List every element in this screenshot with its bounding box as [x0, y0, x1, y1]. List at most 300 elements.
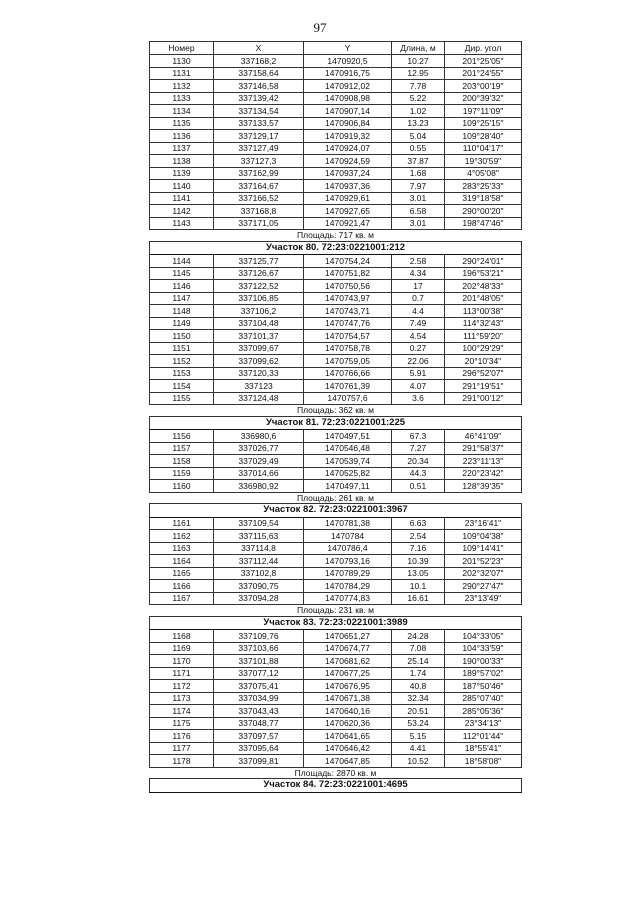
coord-x: 337171,05 — [214, 217, 304, 230]
coord-y: 1470912,02 — [304, 80, 392, 93]
direction-angle: 196°53'21" — [445, 267, 522, 280]
point-number: 1162 — [150, 530, 214, 543]
coord-y: 1470921,47 — [304, 217, 392, 230]
table-row — [150, 692, 522, 705]
coord-y: 1470497,51 — [304, 430, 392, 443]
table-row — [150, 755, 522, 768]
segment-length: 0.27 — [392, 342, 445, 355]
table-body — [150, 55, 522, 793]
coord-y: 1470758,78 — [304, 342, 392, 355]
table-row — [150, 680, 522, 693]
coordinates-table — [149, 41, 522, 793]
direction-angle: 201°25'05" — [445, 55, 522, 68]
point-number: 1139 — [150, 167, 214, 180]
coord-y: 1470924,07 — [304, 142, 392, 155]
segment-length: 24.28 — [392, 630, 445, 643]
coord-y: 1470751,82 — [304, 267, 392, 280]
segment-length: 44.3 — [392, 467, 445, 480]
point-number: 1169 — [150, 642, 214, 655]
point-number: 1167 — [150, 592, 214, 605]
table-row — [150, 205, 522, 218]
coord-x: 337103,66 — [214, 642, 304, 655]
direction-angle: 201°24'55" — [445, 67, 522, 80]
table-row — [150, 705, 522, 718]
point-number: 1153 — [150, 367, 214, 380]
coord-y: 1470754,57 — [304, 330, 392, 343]
coord-y: 1470646,42 — [304, 742, 392, 755]
table-row — [150, 142, 522, 155]
direction-angle: 201°48'05" — [445, 292, 522, 305]
coord-x: 337101,88 — [214, 655, 304, 668]
segment-length: 5.04 — [392, 130, 445, 143]
coord-y: 1470676,95 — [304, 680, 392, 693]
point-number: 1132 — [150, 80, 214, 93]
segment-length: 53.24 — [392, 717, 445, 730]
coord-x: 337114,8 — [214, 542, 304, 555]
coord-x: 336980,6 — [214, 430, 304, 443]
segment-length: 2.54 — [392, 530, 445, 543]
area-note: Площадь: 2870 кв. м — [150, 767, 522, 779]
coord-y: 1470766,66 — [304, 367, 392, 380]
direction-angle: 200°39'32" — [445, 92, 522, 105]
coord-y: 1470747,76 — [304, 317, 392, 330]
coord-x: 337099,67 — [214, 342, 304, 355]
coord-x: 337166,52 — [214, 192, 304, 205]
table-row — [150, 717, 522, 730]
coord-y: 1470916,75 — [304, 67, 392, 80]
direction-angle: 104°33'59" — [445, 642, 522, 655]
table-row — [150, 355, 522, 368]
section-title: Участок 80. 72:23:0221001:212 — [150, 241, 522, 255]
point-number: 1158 — [150, 455, 214, 468]
direction-angle: 104°33'05" — [445, 630, 522, 643]
segment-length: 37.87 — [392, 155, 445, 168]
direction-angle: 23°16'41" — [445, 517, 522, 530]
segment-length: 5.91 — [392, 367, 445, 380]
table-row — [150, 567, 522, 580]
column-header-y: Y — [304, 42, 392, 55]
coord-x: 337158,64 — [214, 67, 304, 80]
coord-y: 1470525,82 — [304, 467, 392, 480]
direction-angle: 18°55'41" — [445, 742, 522, 755]
direction-angle: 18°58'08" — [445, 755, 522, 768]
coord-x: 337094,28 — [214, 592, 304, 605]
direction-angle: 319°18'58" — [445, 192, 522, 205]
coord-y: 1470789,29 — [304, 567, 392, 580]
point-number: 1171 — [150, 667, 214, 680]
coord-x: 337029,49 — [214, 455, 304, 468]
coord-y: 1470497,11 — [304, 480, 392, 493]
table-row — [150, 592, 522, 605]
coord-y: 1470781,38 — [304, 517, 392, 530]
coord-y: 1470793,16 — [304, 555, 392, 568]
segment-length: 7.97 — [392, 180, 445, 193]
table-row — [150, 630, 522, 643]
coord-y: 1470651,27 — [304, 630, 392, 643]
direction-angle: 223°11'13" — [445, 455, 522, 468]
coord-x: 337048,77 — [214, 717, 304, 730]
segment-length: 13.23 — [392, 117, 445, 130]
coord-y: 1470929,61 — [304, 192, 392, 205]
segment-length: 2.58 — [392, 255, 445, 268]
area-row — [150, 492, 522, 504]
table-row — [150, 555, 522, 568]
point-number: 1166 — [150, 580, 214, 593]
segment-length: 7.08 — [392, 642, 445, 655]
section-title: Участок 81. 72:23:0221001:225 — [150, 416, 522, 430]
coord-y: 1470908,98 — [304, 92, 392, 105]
direction-angle: 187°50'46" — [445, 680, 522, 693]
coord-y: 1470546,48 — [304, 442, 392, 455]
table-row — [150, 580, 522, 593]
table-row — [150, 367, 522, 380]
column-header-x: X — [214, 42, 304, 55]
table-row — [150, 280, 522, 293]
point-number: 1160 — [150, 480, 214, 493]
table-row — [150, 742, 522, 755]
coord-y: 1470743,71 — [304, 305, 392, 318]
coord-x: 337146,58 — [214, 80, 304, 93]
point-number: 1146 — [150, 280, 214, 293]
direction-angle: 110°04'17" — [445, 142, 522, 155]
point-number: 1143 — [150, 217, 214, 230]
segment-length: 20.34 — [392, 455, 445, 468]
direction-angle: 291°00'12" — [445, 392, 522, 405]
segment-length: 3.01 — [392, 217, 445, 230]
coord-y: 1470784,29 — [304, 580, 392, 593]
coord-x: 337097,57 — [214, 730, 304, 743]
column-header-angle: Дир. угол — [445, 42, 522, 55]
segment-length: 0.51 — [392, 480, 445, 493]
coord-x: 337104,48 — [214, 317, 304, 330]
table-row — [150, 55, 522, 68]
table-row — [150, 430, 522, 443]
section-title-row — [150, 504, 522, 518]
segment-length: 17 — [392, 280, 445, 293]
point-number: 1170 — [150, 655, 214, 668]
column-header-length: Длина, м — [392, 42, 445, 55]
direction-angle: 109°14'41" — [445, 542, 522, 555]
coord-x: 337043,43 — [214, 705, 304, 718]
point-number: 1133 — [150, 92, 214, 105]
table-row — [150, 730, 522, 743]
coord-x: 337168,8 — [214, 205, 304, 218]
point-number: 1173 — [150, 692, 214, 705]
direction-angle: 290°24'01" — [445, 255, 522, 268]
point-number: 1161 — [150, 517, 214, 530]
table-row — [150, 530, 522, 543]
point-number: 1130 — [150, 55, 214, 68]
coord-x: 337099,62 — [214, 355, 304, 368]
point-number: 1155 — [150, 392, 214, 405]
table-row — [150, 342, 522, 355]
section-title-row — [150, 779, 522, 793]
coord-x: 337101,37 — [214, 330, 304, 343]
point-number: 1148 — [150, 305, 214, 318]
coord-x: 337120,33 — [214, 367, 304, 380]
coord-x: 337134,54 — [214, 105, 304, 118]
segment-length: 1.74 — [392, 667, 445, 680]
point-number: 1140 — [150, 180, 214, 193]
table-row — [150, 255, 522, 268]
direction-angle: 109°28'40" — [445, 130, 522, 143]
point-number: 1177 — [150, 742, 214, 755]
coord-y: 1470681,62 — [304, 655, 392, 668]
point-number: 1163 — [150, 542, 214, 555]
direction-angle: 19°30'59" — [445, 155, 522, 168]
coord-x: 337122,52 — [214, 280, 304, 293]
point-number: 1149 — [150, 317, 214, 330]
segment-length: 0.55 — [392, 142, 445, 155]
coord-y: 1470786,4 — [304, 542, 392, 555]
table-row — [150, 442, 522, 455]
coord-y: 1470937,36 — [304, 180, 392, 193]
table-row — [150, 192, 522, 205]
direction-angle: 111°59'20" — [445, 330, 522, 343]
area-note: Площадь: 231 кв. м — [150, 605, 522, 617]
direction-angle: 285°07'40" — [445, 692, 522, 705]
section-title-row — [150, 616, 522, 630]
segment-length: 3.01 — [392, 192, 445, 205]
direction-angle: 100°29'29" — [445, 342, 522, 355]
coord-y: 1470641,65 — [304, 730, 392, 743]
direction-angle: 113°00'38" — [445, 305, 522, 318]
direction-angle: 190°00'33" — [445, 655, 522, 668]
coord-x: 337026,77 — [214, 442, 304, 455]
coord-x: 337126,67 — [214, 267, 304, 280]
coord-x: 337115,63 — [214, 530, 304, 543]
coord-x: 337139,42 — [214, 92, 304, 105]
table-row — [150, 317, 522, 330]
segment-length: 7.49 — [392, 317, 445, 330]
coord-y: 1470757,6 — [304, 392, 392, 405]
coord-x: 337125,77 — [214, 255, 304, 268]
coord-x: 337127,3 — [214, 155, 304, 168]
segment-length: 40.8 — [392, 680, 445, 693]
segment-length: 13.05 — [392, 567, 445, 580]
coord-y: 1470907,14 — [304, 105, 392, 118]
coord-y: 1470784 — [304, 530, 392, 543]
coord-x: 337099,81 — [214, 755, 304, 768]
point-number: 1164 — [150, 555, 214, 568]
table-row — [150, 292, 522, 305]
point-number: 1154 — [150, 380, 214, 393]
coord-y: 1470743,97 — [304, 292, 392, 305]
table-row — [150, 105, 522, 118]
coord-y: 1470620,36 — [304, 717, 392, 730]
coord-x: 337123 — [214, 380, 304, 393]
point-number: 1172 — [150, 680, 214, 693]
table-row — [150, 455, 522, 468]
direction-angle: 201°52'23" — [445, 555, 522, 568]
direction-angle: 46°41'09" — [445, 430, 522, 443]
segment-length: 0.7 — [392, 292, 445, 305]
point-number: 1174 — [150, 705, 214, 718]
section-title: Участок 83. 72:23:0221001:3989 — [150, 616, 522, 630]
point-number: 1147 — [150, 292, 214, 305]
area-note: Площадь: 261 кв. м — [150, 492, 522, 504]
point-number: 1138 — [150, 155, 214, 168]
section-title: Участок 84. 72:23:0221001:4695 — [150, 779, 522, 793]
coord-y: 1470640,16 — [304, 705, 392, 718]
direction-angle: 197°11'09" — [445, 105, 522, 118]
coord-x: 337102,8 — [214, 567, 304, 580]
segment-length: 12.95 — [392, 67, 445, 80]
direction-angle: 128°39'35" — [445, 480, 522, 493]
point-number: 1159 — [150, 467, 214, 480]
direction-angle: 20°10'34" — [445, 355, 522, 368]
coord-y: 1470647,85 — [304, 755, 392, 768]
point-number: 1141 — [150, 192, 214, 205]
point-number: 1175 — [150, 717, 214, 730]
area-row — [150, 767, 522, 779]
area-note: Площадь: 717 кв. м — [150, 230, 522, 242]
point-number: 1151 — [150, 342, 214, 355]
coord-x: 337127,49 — [214, 142, 304, 155]
segment-length: 5.22 — [392, 92, 445, 105]
point-number: 1131 — [150, 67, 214, 80]
direction-angle: 296°52'07" — [445, 367, 522, 380]
column-header-number: Номер — [150, 42, 214, 55]
segment-length: 5.15 — [392, 730, 445, 743]
direction-angle: 290°27'47" — [445, 580, 522, 593]
coord-x: 337162,99 — [214, 167, 304, 180]
direction-angle: 198°47'46" — [445, 217, 522, 230]
segment-length: 3.6 — [392, 392, 445, 405]
direction-angle: 291°19'51" — [445, 380, 522, 393]
coord-x: 337164,67 — [214, 180, 304, 193]
coord-x: 336980,92 — [214, 480, 304, 493]
area-note: Площадь: 362 кв. м — [150, 405, 522, 417]
direction-angle: 23°34'13" — [445, 717, 522, 730]
segment-length: 10.39 — [392, 555, 445, 568]
table-row — [150, 667, 522, 680]
section-title-row — [150, 416, 522, 430]
coord-y: 1470671,38 — [304, 692, 392, 705]
segment-length: 10.1 — [392, 580, 445, 593]
area-row — [150, 605, 522, 617]
segment-length: 7.78 — [392, 80, 445, 93]
segment-length: 20.51 — [392, 705, 445, 718]
coord-x: 337124,48 — [214, 392, 304, 405]
direction-angle: 291°58'37" — [445, 442, 522, 455]
page-number: 97 — [313, 20, 327, 35]
point-number: 1144 — [150, 255, 214, 268]
coord-y: 1470759,05 — [304, 355, 392, 368]
coord-y: 1470774,83 — [304, 592, 392, 605]
point-number: 1136 — [150, 130, 214, 143]
coord-x: 337106,85 — [214, 292, 304, 305]
area-row — [150, 230, 522, 242]
direction-angle: 23°13'49" — [445, 592, 522, 605]
coord-x: 337090,75 — [214, 580, 304, 593]
segment-length: 22.06 — [392, 355, 445, 368]
table-row — [150, 305, 522, 318]
coord-x: 337095,64 — [214, 742, 304, 755]
area-row — [150, 405, 522, 417]
segment-length: 25.14 — [392, 655, 445, 668]
table-row — [150, 542, 522, 555]
table-row — [150, 92, 522, 105]
direction-angle: 4°05'08" — [445, 167, 522, 180]
coord-x: 337168,2 — [214, 55, 304, 68]
coord-x: 337034,99 — [214, 692, 304, 705]
coord-x: 337109,76 — [214, 630, 304, 643]
point-number: 1157 — [150, 442, 214, 455]
direction-angle: 203°00'19" — [445, 80, 522, 93]
point-number: 1152 — [150, 355, 214, 368]
table-row — [150, 330, 522, 343]
table-row — [150, 117, 522, 130]
coord-y: 1470920,5 — [304, 55, 392, 68]
coord-x: 337133,57 — [214, 117, 304, 130]
direction-angle: 220°23'42" — [445, 467, 522, 480]
point-number: 1145 — [150, 267, 214, 280]
direction-angle: 109°04'38" — [445, 530, 522, 543]
table-row — [150, 130, 522, 143]
point-number: 1156 — [150, 430, 214, 443]
table-row — [150, 80, 522, 93]
direction-angle: 285°05'36" — [445, 705, 522, 718]
coord-x: 337112,44 — [214, 555, 304, 568]
segment-length: 4.34 — [392, 267, 445, 280]
coord-y: 1470539,74 — [304, 455, 392, 468]
segment-length: 6.58 — [392, 205, 445, 218]
point-number: 1178 — [150, 755, 214, 768]
table-row — [150, 467, 522, 480]
table-header-row — [150, 42, 522, 55]
segment-length: 10.27 — [392, 55, 445, 68]
coord-x: 337109,54 — [214, 517, 304, 530]
table-row — [150, 392, 522, 405]
direction-angle: 114°32'43" — [445, 317, 522, 330]
table-row — [150, 155, 522, 168]
segment-length: 10.52 — [392, 755, 445, 768]
segment-length: 32.34 — [392, 692, 445, 705]
point-number: 1135 — [150, 117, 214, 130]
table-row — [150, 380, 522, 393]
coord-y: 1470754,24 — [304, 255, 392, 268]
table-row — [150, 642, 522, 655]
segment-length: 1.68 — [392, 167, 445, 180]
table-row — [150, 480, 522, 493]
point-number: 1137 — [150, 142, 214, 155]
table-row — [150, 67, 522, 80]
segment-length: 4.07 — [392, 380, 445, 393]
point-number: 1176 — [150, 730, 214, 743]
segment-length: 4.41 — [392, 742, 445, 755]
coord-y: 1470927,65 — [304, 205, 392, 218]
point-number: 1134 — [150, 105, 214, 118]
segment-length: 7.27 — [392, 442, 445, 455]
section-title: Участок 82. 72:23:0221001:3967 — [150, 504, 522, 518]
coord-y: 1470937,24 — [304, 167, 392, 180]
direction-angle: 202°32'07" — [445, 567, 522, 580]
coord-x: 337075,41 — [214, 680, 304, 693]
table-row — [150, 655, 522, 668]
segment-length: 16.61 — [392, 592, 445, 605]
table-row — [150, 267, 522, 280]
direction-angle: 283°25'33" — [445, 180, 522, 193]
direction-angle: 109°25'15" — [445, 117, 522, 130]
direction-angle: 290°00'20" — [445, 205, 522, 218]
point-number: 1142 — [150, 205, 214, 218]
segment-length: 1.02 — [392, 105, 445, 118]
segment-length: 6.63 — [392, 517, 445, 530]
coord-y: 1470919,32 — [304, 130, 392, 143]
segment-length: 67.3 — [392, 430, 445, 443]
table-row — [150, 217, 522, 230]
